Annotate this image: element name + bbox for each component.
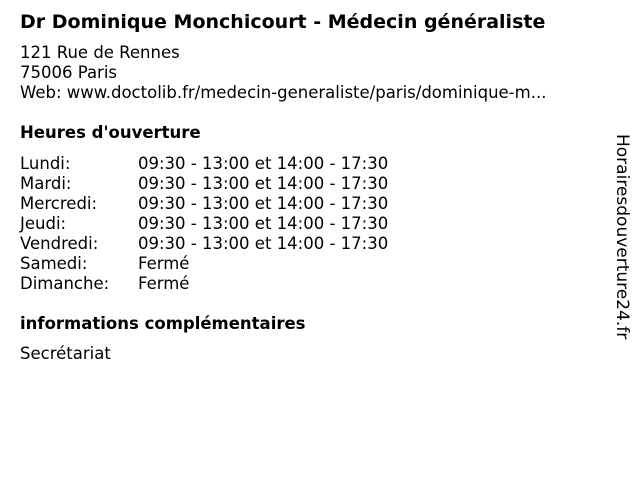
- address-block: [20, 43, 546, 103]
- hours-row-thursday: [20, 214, 440, 234]
- hours-row-monday: [20, 154, 440, 174]
- site-watermark: [612, 134, 632, 374]
- hours-value: 09:30 - 13:00 et 14:00 - 17:30: [138, 194, 389, 213]
- day-label: Jeudi:: [20, 214, 67, 233]
- hours-value: 09:30 - 13:00 et 14:00 - 17:30: [138, 154, 389, 173]
- hours-row-sunday: [20, 274, 440, 294]
- opening-hours-table: [20, 154, 440, 294]
- day-label: Mercredi:: [20, 194, 98, 213]
- additional-info-heading: informations complémentaires: [20, 314, 306, 333]
- day-label: Vendredi:: [20, 234, 99, 253]
- hours-value: Fermé: [138, 274, 190, 293]
- address-city: 75006 Paris: [20, 63, 118, 82]
- watermark-text: Horairesdouverture24.fr: [612, 134, 632, 340]
- day-label: Lundi:: [20, 154, 71, 173]
- day-label: Samedi:: [20, 254, 88, 273]
- day-label: Mardi:: [20, 174, 72, 193]
- website-link[interactable]: Web: www.doctolib.fr/medecin-generaliste/paris/dominique-m...: [20, 83, 547, 102]
- additional-info-text: Secrétariat: [20, 344, 111, 363]
- page-title: Dr Dominique Monchicourt - Médecin généraliste: [20, 11, 546, 33]
- hours-value: 09:30 - 13:00 et 14:00 - 17:30: [138, 214, 389, 233]
- hours-value: 09:30 - 13:00 et 14:00 - 17:30: [138, 174, 389, 193]
- hours-row-wednesday: [20, 194, 440, 214]
- hours-row-friday: [20, 234, 440, 254]
- day-label: Dimanche:: [20, 274, 110, 293]
- hours-value: 09:30 - 13:00 et 14:00 - 17:30: [138, 234, 389, 253]
- hours-value: Fermé: [138, 254, 190, 273]
- hours-row-tuesday: [20, 174, 440, 194]
- hours-row-saturday: [20, 254, 440, 274]
- opening-hours-heading: Heures d'ouverture: [20, 123, 201, 142]
- address-street: 121 Rue de Rennes: [20, 43, 180, 62]
